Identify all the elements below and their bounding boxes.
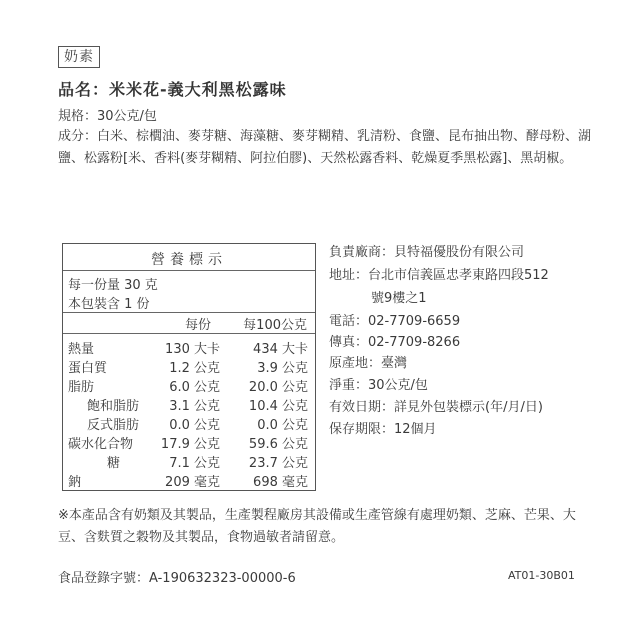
divider: [63, 270, 315, 271]
per-serving-value: 6.0 公克: [169, 380, 220, 395]
serving-size: 每一份量 30 克: [68, 278, 158, 293]
manufacturer: 負責廠商：貝特福優股份有限公司: [329, 245, 525, 260]
per-serving-value: 17.9 公克: [160, 437, 220, 452]
per-100g-value: 23.7 公克: [248, 456, 308, 471]
nutrient-name: 飽和脂肪: [87, 399, 140, 414]
registration-number: 食品登錄字號：A-190632323-00000-6: [58, 571, 296, 586]
nutrition-row: [63, 433, 315, 452]
nutrition-row: [63, 414, 315, 433]
col-per-100g: 每100公克: [243, 318, 307, 333]
ingredients: 成分：白米、棕櫚油、麥芽糖、海藻糖、麥芽糊精、乳清粉、食鹽、昆布抽出物、酵母粉、湖鹽、松露粉[米、香料(麥芽糊精、阿拉伯膠)、天然松露香料、乾燥夏季黑松露]、黑胡椒。: [58, 129, 592, 166]
allergen-note: ※本產品含有奶類及其製品，生產製程廠房其設備或生產管線有處理奶類、芝麻、芒果、大豆、含麩質之穀物及其製品，食物過敏者請留意。: [58, 508, 576, 545]
divider: [63, 312, 315, 313]
per-100g-value: 20.0 公克: [248, 380, 308, 395]
per-100g-value: 59.6 公克: [248, 437, 308, 452]
nutrition-table: [62, 243, 316, 491]
per-serving-value: 1.2 公克: [169, 361, 220, 376]
phone: 電話：02-7709-6659: [329, 314, 461, 329]
per-100g-value: 434 大卡: [253, 342, 308, 357]
nutrition-row: [63, 338, 315, 357]
nutrient-name: 蛋白質: [68, 361, 108, 376]
shelf-life: 保存期限：12個月: [329, 422, 437, 437]
fax: 傳真：02-7709-8266: [329, 335, 461, 350]
nutrient-name: 熱量: [68, 342, 95, 357]
per-serving-value: 0.0 公克: [169, 418, 220, 433]
per-100g-value: 10.4 公克: [248, 399, 308, 414]
per-serving-value: 3.1 公克: [169, 399, 220, 414]
per-100g-value: 3.9 公克: [257, 361, 308, 376]
nutrition-title: 營養標示: [151, 252, 227, 268]
nutrient-name: 反式脂肪: [87, 418, 140, 433]
diet-tag: 奶素: [58, 46, 100, 68]
nutrition-row: [63, 471, 315, 490]
nutrition-row: [63, 395, 315, 414]
origin: 原產地：臺灣: [329, 356, 408, 371]
address-line-1: 地址：台北市信義區忠孝東路四段512: [329, 268, 549, 283]
col-per-serving: 每份: [185, 318, 212, 333]
product-name: 品名：米米花-義大利黑松露味: [58, 80, 287, 99]
per-serving-value: 7.1 公克: [169, 456, 220, 471]
nutrient-name: 糖: [107, 456, 121, 471]
per-serving-value: 130 大卡: [165, 342, 220, 357]
nutrient-name: 脂肪: [68, 380, 95, 395]
net-weight: 淨重：30公克/包: [329, 378, 428, 393]
divider: [63, 333, 315, 334]
per-serving-value: 209 毫克: [165, 475, 220, 490]
product-code: AT01-30B01: [508, 569, 575, 582]
nutrient-name: 碳水化合物: [68, 437, 134, 452]
per-100g-value: 698 毫克: [253, 475, 308, 490]
address-line-2: 號9樓之1: [371, 291, 427, 306]
nutrient-name: 鈉: [68, 475, 82, 490]
servings-per-pack: 本包裝含 1 份: [68, 297, 150, 312]
nutrition-row: [63, 376, 315, 395]
expiry-date: 有效日期：詳見外包裝標示(年/月/日): [329, 400, 543, 415]
nutrition-row: [63, 452, 315, 471]
per-100g-value: 0.0 公克: [257, 418, 308, 433]
nutrition-row: [63, 357, 315, 376]
spec: 規格：30公克/包: [58, 109, 157, 124]
